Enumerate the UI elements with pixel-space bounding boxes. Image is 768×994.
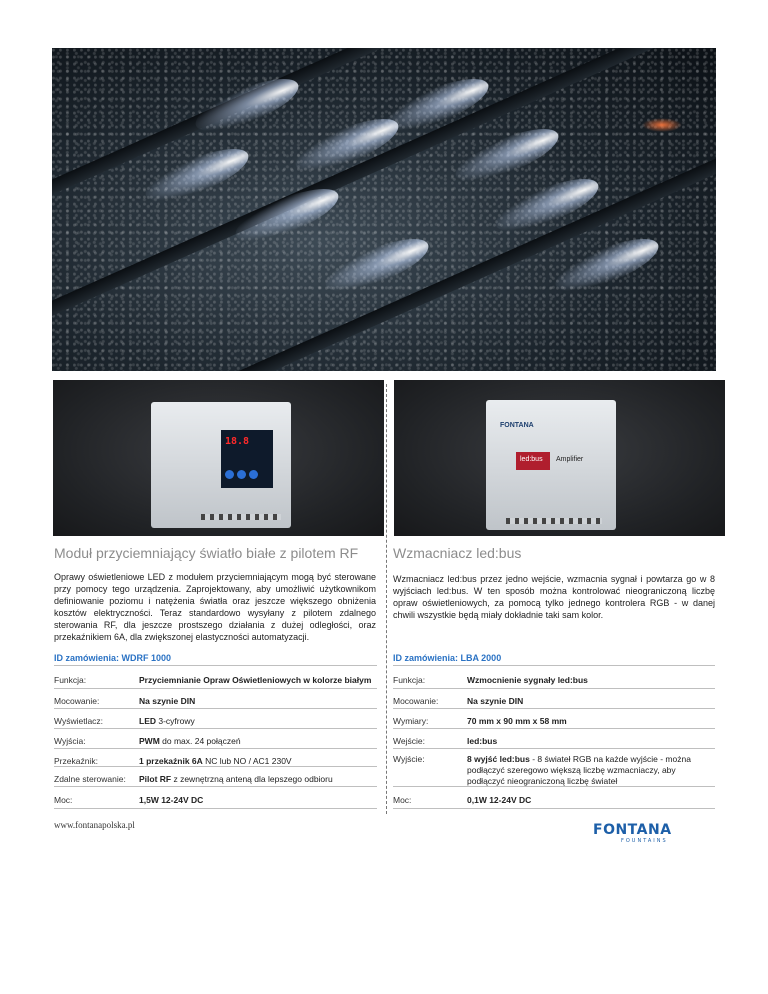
- dimmer-display: 18.8: [225, 436, 250, 447]
- dimmer-button: [225, 470, 234, 479]
- spec-divider: [54, 786, 377, 787]
- amplifier-order-id: ID zamówienia: LBA 2000: [393, 653, 502, 663]
- spec-label: Wyjście:: [393, 754, 425, 764]
- spec-value-bold: 0,1W 12-24V DC: [467, 795, 532, 805]
- spec-value: [467, 716, 715, 727]
- spec-label: Funkcja:: [393, 675, 426, 685]
- spec-value: [139, 736, 377, 747]
- spec-value-bold: LED: [139, 716, 156, 726]
- spec-value-bold: Wzmocnienie sygnały led:bus: [467, 675, 588, 685]
- spec-label: Zdalne sterowanie:: [54, 774, 126, 784]
- dimmer-button: [237, 470, 246, 479]
- logo-text: FONTANA: [593, 822, 672, 838]
- spec-divider: [393, 708, 715, 709]
- spec-divider: [393, 688, 715, 689]
- spec-value: [139, 795, 377, 806]
- spec-divider: [54, 728, 377, 729]
- spec-value: [139, 675, 377, 686]
- spec-value-bold: Na szynie DIN: [139, 696, 196, 706]
- spec-label: Wejście:: [393, 736, 425, 746]
- amplifier-brand: FONTANA: [500, 422, 534, 429]
- spec-value-bold: Przyciemnianie Opraw Oświetleniowych w kolorze białym: [139, 675, 372, 685]
- spec-label: Wyświetlacz:: [54, 716, 104, 726]
- dimmer-terminals: [201, 514, 281, 520]
- dimmer-order-id: ID zamówienia: WDRF 1000: [54, 653, 172, 663]
- spec-label: Funkcja:: [54, 675, 87, 685]
- spec-label: Moc:: [393, 795, 412, 805]
- spec-value-detail: z zewnętrzną anteną dla lepszego odbioru: [171, 774, 333, 784]
- spec-value: [467, 675, 715, 686]
- amplifier-terminals: [506, 518, 602, 524]
- dimmer-device: [151, 402, 291, 528]
- dimmer-title: Moduł przyciemniający światło białe z pilotem RF: [54, 545, 359, 561]
- spec-divider: [393, 728, 715, 729]
- dimmer-control-panel: [221, 430, 273, 488]
- spec-label: Mocowanie:: [393, 696, 439, 706]
- amplifier-product-image: [394, 380, 725, 536]
- spec-value-bold: led:bus: [467, 736, 498, 746]
- spec-value-bold: 1 przekaźnik 6A: [139, 756, 203, 766]
- amplifier-title: Wzmacniacz led:bus: [393, 545, 522, 561]
- spec-value-detail: do max. 24 połączeń: [159, 736, 241, 746]
- red-light: [642, 118, 682, 132]
- dimmer-button: [249, 470, 258, 479]
- spec-divider: [54, 808, 377, 809]
- spec-value: [139, 774, 377, 785]
- spec-value: [467, 696, 715, 707]
- dimmer-description: Oprawy oświetleniowe LED z modułem przyciemniającym mogą być sterowane przy pomocy tego urządzenia. Zaprojektowany, aby umożliwić użytkownikom definiowanie poziomu i natężenia światła oraz jeszcze większego obniżenia kosztów elektryczności. Teraz standardowo wysyłany z pilotem zdalnego sterowania RF, dla jeszcze prostszego działania z dużej odległości, oraz przekaźnikiem 6A, dla zwiększonej elastyczności automatyzacji.: [54, 572, 376, 642]
- spec-value-detail: - 8 świateł RGB na każde wyjście - można podłączyć szeregowo większą liczbę wzmacniaczy, aby podłączyć nieograniczoną liczbę świateł: [467, 754, 691, 786]
- spec-value: [467, 736, 715, 747]
- spec-value: [139, 696, 377, 707]
- spec-divider: [54, 708, 377, 709]
- spec-value-detail: NC lub NO / AC1 230V: [202, 756, 292, 766]
- spec-divider: [54, 665, 377, 666]
- spec-label: Mocowanie:: [54, 696, 100, 706]
- spec-divider: [54, 688, 377, 689]
- footer-url[interactable]: www.fontanapolska.pl: [54, 820, 135, 830]
- spec-divider: [54, 748, 377, 749]
- amplifier-ledbus-label: led:bus: [520, 456, 543, 463]
- amplifier-device: [486, 400, 616, 530]
- fontana-logo: [593, 822, 673, 846]
- spec-value-bold: 70 mm x 90 mm x 58 mm: [467, 716, 567, 726]
- amplifier-text: Amplifier: [556, 456, 584, 463]
- spec-value: [139, 716, 377, 727]
- spec-divider: [54, 766, 377, 767]
- spec-value-bold: Na szynie DIN: [467, 696, 524, 706]
- spec-label: Moc:: [54, 795, 73, 805]
- spec-value-bold: 8 wyjść led:bus: [467, 754, 530, 764]
- spec-divider: [393, 748, 715, 749]
- amplifier-description: Wzmacniacz led:bus przez jedno wejście, wzmacnia sygnał i powtarza go w 8 wyjściach led:bus. W ten sposób można kontrolować nieograniczoną liczbę opraw oświetleniowych, za pomocą tylko jednego kontrolera RGB - w danej chwili wszystkie będą miały dokładnie taki sam kolor.: [393, 574, 715, 620]
- spec-value-bold: Pilot RF: [139, 774, 172, 784]
- spec-divider: [393, 665, 715, 666]
- spec-divider: [393, 808, 715, 809]
- spec-label: Wyjścia:: [54, 736, 86, 746]
- spec-label: Przekaźnik:: [54, 756, 98, 766]
- spec-label: Wymiary:: [393, 716, 429, 726]
- spec-divider: [393, 786, 715, 787]
- spec-value-detail: 3-cyfrowy: [156, 716, 195, 726]
- spec-value: [467, 754, 715, 787]
- spec-value-bold: 1,5W 12-24V DC: [139, 795, 204, 805]
- column-divider: [386, 384, 387, 814]
- logo-subtext: FOUNTAINS: [621, 838, 668, 844]
- dimmer-product-image: [53, 380, 384, 536]
- spec-value-bold: PWM: [139, 736, 160, 746]
- hero-photo: [52, 48, 716, 371]
- spec-value: [467, 795, 715, 806]
- amplifier-label-box: [516, 452, 550, 470]
